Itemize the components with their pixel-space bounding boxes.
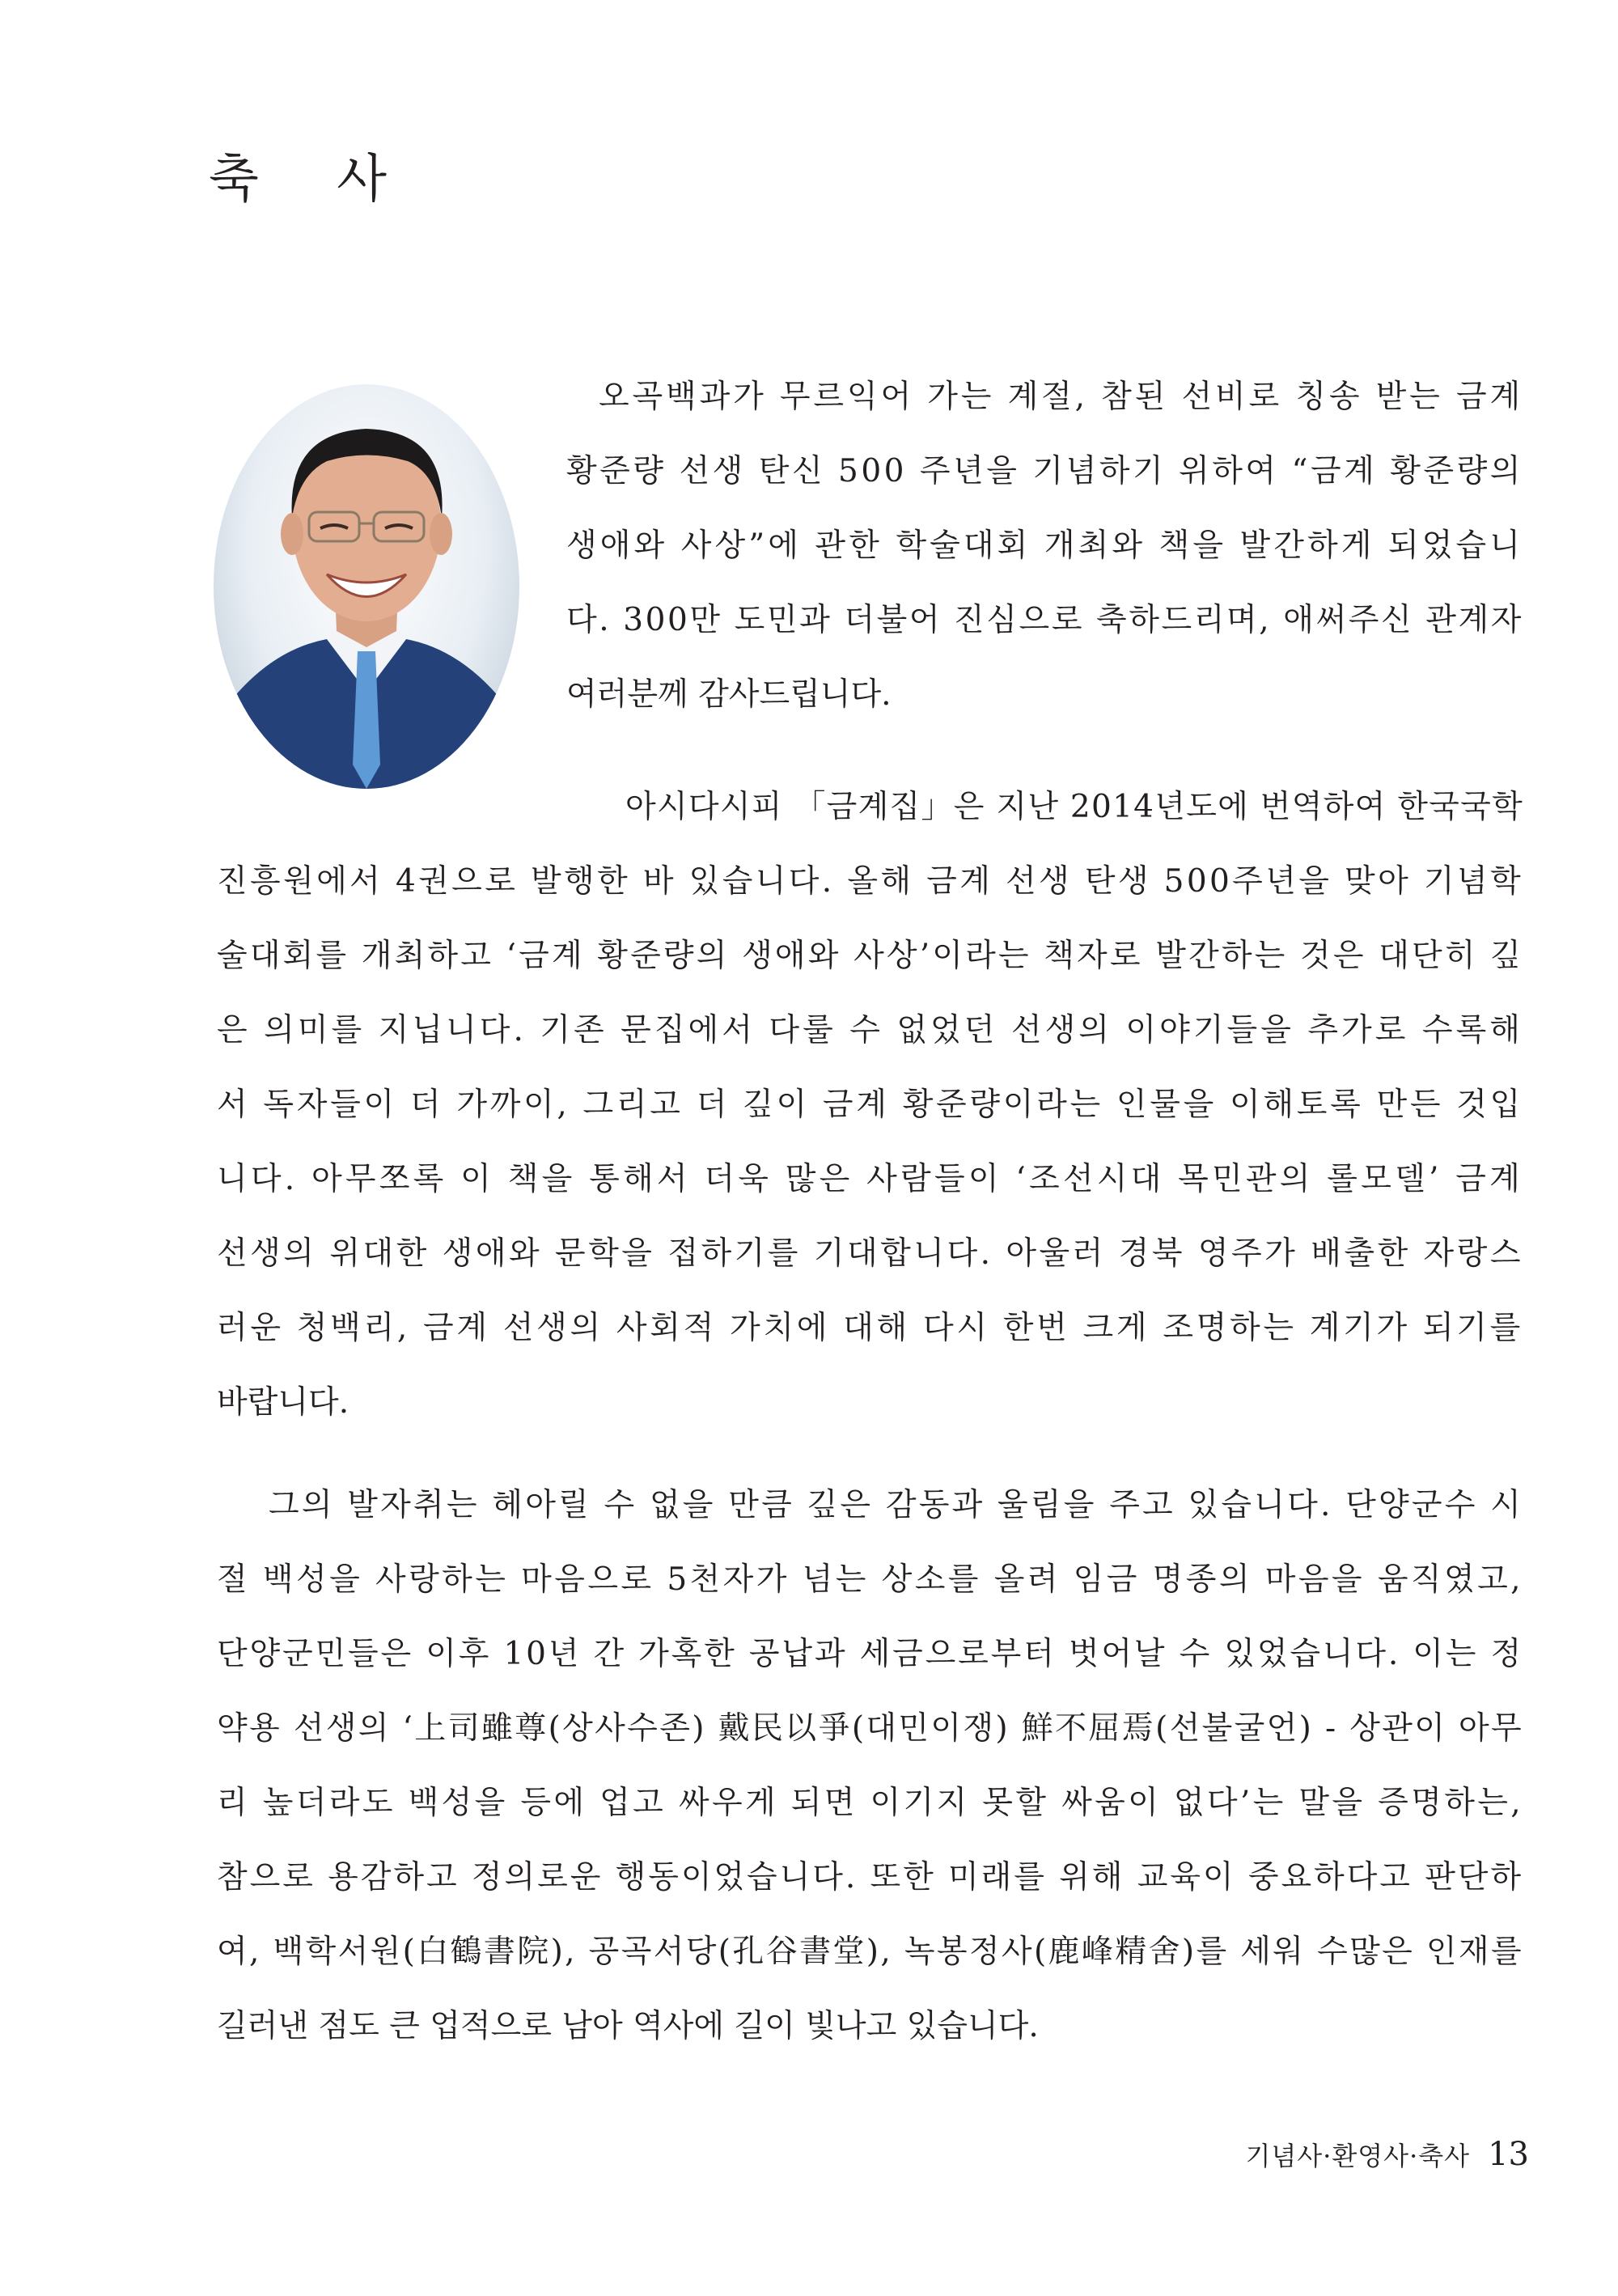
paragraph-2: [217, 770, 1523, 1440]
text-line: 아시다시피 「금계집」은 지난 2014년도에 번역하여 한국국학: [625, 789, 1523, 825]
text-line: 절 백성을 사랑하는 마음으로 5천자가 넘는 상소를 올려 임금 명종의 마음을 움직였고,: [217, 1561, 1523, 1598]
footer-section-title: 기념사·환영사·축사: [1245, 2141, 1471, 2171]
text-line: 은 의미를 지닙니다. 기존 문집에서 다룰 수 없었던 선생의 이야기들을 추가로 수록해: [217, 1012, 1523, 1048]
page-title: 축 사: [209, 150, 417, 210]
text-line: 서 독자들이 더 가까이, 그리고 더 깊이 금계 황준량이라는 인물을 이해토록 만든 것입: [217, 1087, 1523, 1123]
text-line: 리 높더라도 백성을 등에 업고 싸우게 되면 이기지 못할 싸움이 없다’는 말을 증명하는,: [217, 1785, 1523, 1821]
paragraph-3: [217, 1468, 1523, 2064]
text-line: 바랍니다.: [217, 1384, 349, 1421]
text-line: 다. 300만 도민과 더불어 진심으로 축하드리며, 애써주신 관계자: [566, 602, 1523, 638]
text-line: 술대회를 개최하고 ‘금계 황준량의 생애와 사상’이라는 책자로 발간하는 것은 대단히 깊: [217, 938, 1523, 974]
paragraph-1: [566, 360, 1523, 732]
text-line: 그의 발자취는 헤아릴 수 없을 만큼 깊은 감동과 울림을 주고 있습니다. 단양군수 시: [269, 1487, 1523, 1523]
portrait-image: [214, 384, 519, 789]
page-number: 13: [1488, 2136, 1529, 2173]
text-line: 생애와 사상”에 관한 학술대회 개최와 책을 발간하게 되었습니: [566, 527, 1523, 564]
text-line: 길러낸 점도 큰 업적으로 남아 역사에 길이 빛나고 있습니다.: [217, 2008, 1039, 2044]
text-line: 약용 선생의 ‘上司雖尊(상사수존) 戴民以爭(대민이쟁) 鮮不屈焉(선불굴언) - 상관이 아무: [217, 1710, 1523, 1747]
text-line: 황준량 선생 탄신 500 주년을 기념하기 위하여 “금계 황준량의: [566, 453, 1523, 489]
text-line: 여러분께 감사드립니다.: [566, 676, 892, 713]
text-line: 여, 백학서원(白鶴書院), 공곡서당(孔谷書堂), 녹봉정사(鹿峰精舍)를 세워 수많은 인재를: [217, 1934, 1523, 1970]
text-line: 니다. 아무쪼록 이 책을 통해서 더욱 많은 사람들이 ‘조선시대 목민관의 롤모델’ 금계: [217, 1161, 1523, 1197]
text-line: 참으로 용감하고 정의로운 행동이었습니다. 또한 미래를 위해 교육이 중요하다고 판단하: [217, 1859, 1523, 1896]
text-line: 오곡백과가 무르익어 가는 계절, 참된 선비로 칭송 받는 금계: [599, 379, 1523, 415]
portrait-photo: [214, 384, 519, 789]
text-line: 선생의 위대한 생애와 문학을 접하기를 기대합니다. 아울러 경북 영주가 배출한 자랑스: [217, 1235, 1523, 1272]
text-line: 진흥원에서 4권으로 발행한 바 있습니다. 올해 금계 선생 탄생 500주년을 맞아 기념학: [217, 863, 1523, 900]
text-line: 러운 청백리, 금계 선생의 사회적 가치에 대해 다시 한번 크게 조명하는 계기가 되기를: [217, 1310, 1523, 1346]
text-line: 단양군민들은 이후 10년 간 가혹한 공납과 세금으로부터 벗어날 수 있었습니다. 이는 정: [217, 1636, 1523, 1672]
page-footer: [1238, 2136, 1529, 2173]
